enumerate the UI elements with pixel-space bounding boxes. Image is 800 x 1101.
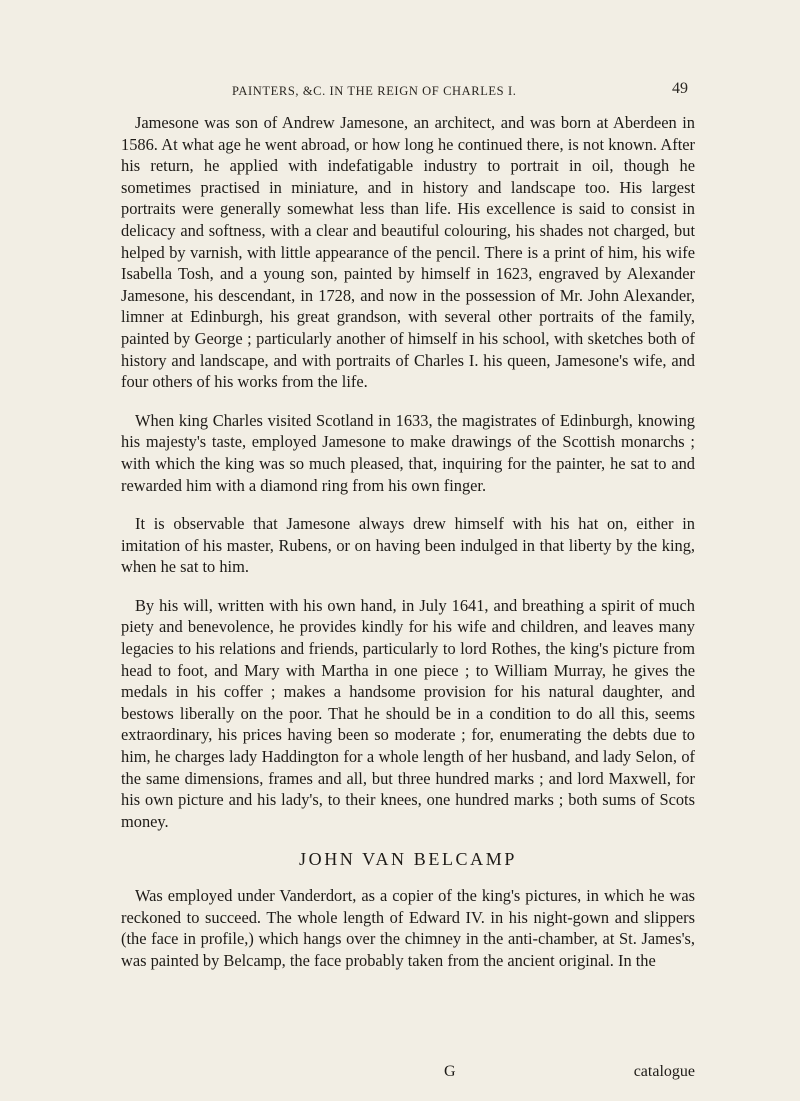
paragraph-jamesone-biography: Jamesone was son of Andrew Jamesone, an architect, and was born at Aberdeen in 1586. At what age he went abroad, or how long he continued there, is not known. After his return, he applied with indefatigable industry to portrait in oil, though he sometimes practised in miniature, and in history and landscape too. His largest portraits were generally somewhat less than life. His excellence is said to consist in delicacy and softness, with a clear and beautiful colouring, his shades not charged, but helped by varnish, with little appearance of the pencil. There is a print of him, his wife Isabella Tosh, and a young son, painted by himself in 1623, engraved by Alexander Jamesone, his descendant, in 1728, and now in the possession of Mr. John Alexander, limner at Edinburgh, his great grandson, with several other portraits of the family, painted by George ; particularly another of himself in his school, with sketches both of history and landscape, and with portraits of Charles I. his queen, Jamesone's wife, and four others of his works from the life. bbox=[121, 113, 695, 392]
section-heading: JOHN VAN BELCAMP bbox=[299, 849, 517, 870]
running-head: PAINTERS, &C. IN THE REIGN OF CHARLES I. bbox=[232, 84, 517, 98]
paragraph-king-charles-visit: When king Charles visited Scotland in 1633, the magistrates of Edinburgh, knowing his majesty's taste, employed Jamesone to make drawings of the Scottish monarchs ; with which the king was so much pleased, that, inquiring for the painter, he sat to and rewarded him with a diamond ring from his own finger. bbox=[121, 410, 695, 495]
catchword: catalogue bbox=[633, 1063, 695, 1080]
page-number: 49 bbox=[672, 80, 688, 97]
paragraph-will: By his will, written with his own hand, in July 1641, and breathing a spirit of much piety and benevolence, he provides kindly for his wife and children, and leaves many legacies to his relations and friends, particularly to lord Rothes, the king's picture from head to foot, and Mary with Martha in one piece ; to William Murray, he gives the medals in his coffer ; makes a handsome provision for his natural daughter, and bestows liberally on the poor. That he should be in a condition to do all this, seems extraordinary, his prices having been so moderate ; for, enumerating the debts due to him, he charges lady Haddington for a whole length of her husband, and lady Selon, of the same dimensions, frames and all, but three hundred marks ; and lord Maxwell, for his own picture and his lady's, to their knees, one hundred marks ; both sums of Scots money. bbox=[121, 595, 695, 831]
paragraph-belcamp: Was employed under Vanderdort, as a copier of the king's pictures, in which he was reckoned to succeed. The whole length of Edward IV. in his night-gown and slippers (the face in profile,) which hangs over the chimney in the anti-chamber, at St. James's, was painted by Belcamp, the face probably taken from the ancient original. In the bbox=[121, 886, 695, 970]
paragraph-hat-observation: It is observable that Jamesone always drew himself with his hat on, either in imitation of his master, Rubens, or on having been indulged in that liberty by the king, when he sat to him. bbox=[121, 514, 695, 577]
signature-mark: G bbox=[444, 1063, 456, 1080]
page-body bbox=[121, 112, 695, 971]
